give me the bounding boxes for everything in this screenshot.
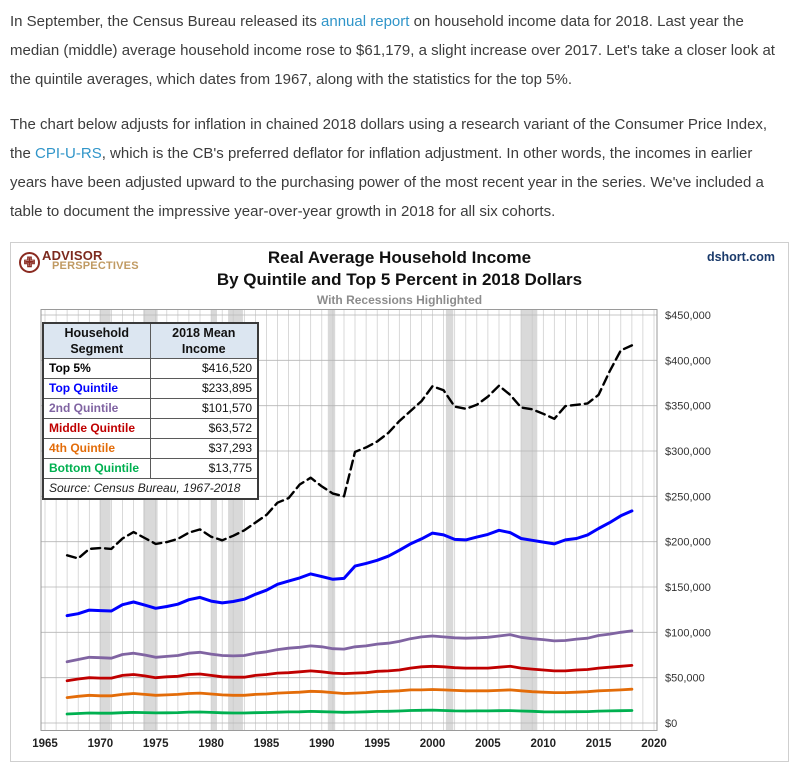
- legend-row: [43, 439, 258, 459]
- y-tick-label: $150,000: [665, 582, 711, 594]
- x-tick-label: 2005: [475, 738, 501, 750]
- y-tick-label: $50,000: [665, 672, 705, 685]
- y-tick-label: $0: [665, 718, 678, 730]
- article-paragraph-2: [10, 110, 786, 226]
- x-tick-label: 2000: [419, 738, 446, 750]
- legend-source: Source: Census Bureau, 1967-2018: [43, 479, 258, 500]
- x-tick-label: 1985: [253, 738, 280, 750]
- legend-row: [43, 419, 258, 439]
- cpi-u-rs-link[interactable]: CPI-U-RS: [35, 145, 102, 162]
- legend-value-middle-quintile: $63,572: [150, 419, 258, 439]
- x-tick-label: 1990: [309, 738, 335, 750]
- legend-value-bottom-quintile: $13,775: [150, 459, 258, 479]
- x-tick-label: 1995: [364, 738, 390, 750]
- legend-value-top5: $416,520: [150, 359, 258, 379]
- y-tick-label: $450,000: [665, 310, 711, 322]
- article-paragraph-1: [10, 7, 786, 94]
- legend-table: [42, 322, 259, 500]
- chart-title: Real Average Household Income: [267, 248, 532, 267]
- logo-text: [42, 250, 139, 272]
- paragraph-2-text-pre: The chart below adjusts for inflation in chained 2018 dollars using a research variant of the Consumer Price Index, the: [10, 116, 768, 162]
- x-tick-label: 2015: [585, 738, 612, 750]
- legend-label-2nd-quintile: 2nd Quintile: [43, 399, 150, 419]
- logo-line-perspectives: PERSPECTIVES: [52, 260, 139, 272]
- legend-label-4th-quintile: 4th Quintile: [43, 439, 150, 459]
- x-tick-label: 2010: [530, 738, 557, 750]
- legend-row: [43, 379, 258, 399]
- legend-header-row: [43, 323, 258, 359]
- x-tick-label: 1980: [198, 738, 224, 750]
- legend-label-bottom-quintile: Bottom Quintile: [43, 459, 150, 479]
- legend-label-top-quintile: Top Quintile: [43, 379, 150, 399]
- y-tick-label: $400,000: [665, 355, 711, 368]
- legend-source-row: [43, 479, 258, 500]
- annual-report-link[interactable]: annual report: [321, 13, 410, 30]
- chart-header: [11, 243, 788, 309]
- legend-value-2nd-quintile: $101,570: [150, 399, 258, 419]
- legend-label-middle-quintile: Middle Quintile: [43, 419, 150, 439]
- article-body: [0, 0, 798, 226]
- advisor-perspectives-logo: [19, 250, 139, 273]
- y-tick-label: $300,000: [665, 446, 711, 458]
- legend-header-income: 2018 Mean Income: [150, 323, 258, 359]
- paragraph-2-text-post: , which is the CB's preferred deflator for inflation adjustment. In other words, the incomes in earlier years have been adjusted upward to the purchasing power of the most recent year in the series. We've included a table to document the impressive year-over-year growth in 2018 for all six cohorts.: [10, 145, 764, 220]
- chart-subtitle: By Quintile and Top 5 Percent in 2018 Dollars: [216, 270, 583, 289]
- x-axis-labels: [32, 738, 667, 750]
- legend-row: [43, 459, 258, 479]
- chart-note: With Recessions Highlighted: [316, 293, 483, 307]
- y-tick-label: $350,000: [665, 400, 711, 413]
- legend-row: [43, 359, 258, 379]
- y-tick-label: $250,000: [665, 491, 711, 504]
- x-tick-label: 1965: [32, 738, 58, 750]
- y-tick-label: $100,000: [665, 627, 711, 640]
- compass-icon: ✙: [19, 252, 40, 273]
- y-axis-labels: [665, 310, 711, 730]
- paragraph-1-text-pre: In September, the Census Bureau released its: [10, 13, 322, 30]
- legend-row: [43, 399, 258, 419]
- legend-label-top5: Top 5%: [43, 359, 150, 379]
- x-tick-label: 1970: [87, 738, 114, 750]
- x-tick-label: 2020: [641, 738, 667, 750]
- legend-header-segment: Household Segment: [43, 323, 150, 359]
- legend-value-4th-quintile: $37,293: [150, 439, 258, 459]
- x-tick-label: 1975: [142, 738, 169, 750]
- logo-line-advisor: ADVISOR: [42, 248, 103, 263]
- chart-canvas: [11, 309, 790, 761]
- paragraph-1-text-post: on household income data for 2018. Last year the median (middle) average household income rose to $61,179, a slight increase over 2017. Let's take a closer look at the quintile averages, which dates from 1967, along with the statistics for the top 5%.: [10, 13, 775, 88]
- income-chart-figure: [10, 242, 789, 762]
- y-tick-label: $200,000: [665, 536, 711, 549]
- legend-value-top-quintile: $233,895: [150, 379, 258, 399]
- recession-band: [328, 309, 335, 731]
- dshort-site-label: dshort.com: [706, 250, 775, 264]
